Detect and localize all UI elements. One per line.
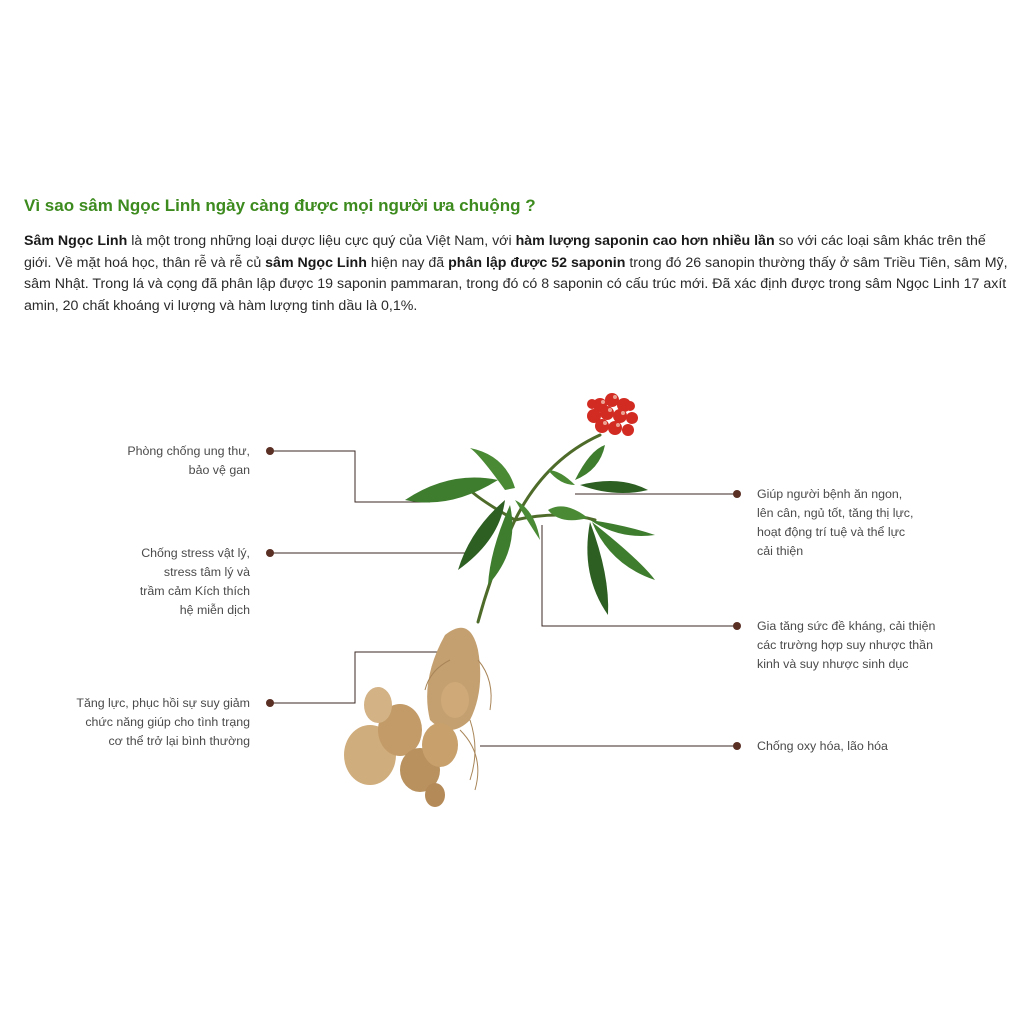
leaf (575, 445, 605, 480)
intro-bold-saponin-content: hàm lượng saponin cao hơn nhiều lần (515, 233, 775, 249)
benefit-label-strength (76, 694, 250, 751)
dot-stress (266, 549, 274, 557)
benefit-line: chức năng giúp cho tình trạng (85, 715, 250, 729)
intro-text-3: hiện nay đã (366, 254, 449, 271)
intro-bold-sam-ngoc-linh-2: sâm Ngọc Linh (265, 254, 367, 271)
leader-line-strength (271, 652, 440, 703)
benefit-line: Chống oxy hóa, lão hóa (757, 739, 888, 753)
leader-line-resistance (542, 525, 735, 626)
benefit-label-resistance (757, 617, 935, 674)
ginseng-root (344, 628, 491, 807)
dot-cancer (266, 447, 274, 455)
benefit-line: kinh và suy nhược sinh dục (757, 657, 909, 671)
benefit-line: các trường hợp suy nhược thần (757, 638, 933, 652)
benefit-label-antioxidant (757, 737, 888, 756)
leader-line-cancer (271, 451, 430, 502)
benefit-line: Gia tăng sức đề kháng, cải thiện (757, 619, 936, 633)
leader-lines (271, 451, 735, 746)
dot-resistance (733, 622, 741, 630)
ginseng-berries (587, 393, 638, 436)
benefit-line: Chống stress vật lý, (141, 546, 250, 560)
intro-text-4: trong đó 26 sanopin thường thấy ở sâm Triều Tiên, sâm Mỹ, sâm Nhật. Trong lá và cọng đã phân lập được 19 saponin pammaran, trong đó có 8 saponin có cấu trúc mới. Đã xác định được trong sâm Ngọc Linh 17 axít amin, 20 chất khoáng vi lượng và hàm lượng tinh dầu là 0,1%. (24, 254, 1008, 315)
benefit-line: Giúp người bệnh ăn ngon, (757, 487, 903, 501)
ginseng-leaves (405, 445, 655, 615)
benefit-line: cơ thể trở lại bình thường (108, 734, 250, 748)
benefit-label-stress (140, 544, 250, 620)
benefit-label-cancer (127, 442, 250, 480)
dot-appetite (733, 490, 741, 498)
intro-bold-52-saponin: phân lập được 52 saponin (448, 254, 626, 271)
intro-text-2: so với các loại sâm khác trên thế giới. Về mặt hoá học, thân rễ và rễ củ (24, 233, 986, 271)
benefit-line: bảo vệ gan (188, 463, 250, 477)
intro-bold-sam-ngoc-linh: Sâm Ngọc Linh (24, 233, 128, 249)
benefit-line: hoạt động trí tuệ và thể lực (757, 525, 906, 539)
article-heading: Vì sao sâm Ngọc Linh ngày càng được mọi người ưa chuộng ? (24, 196, 536, 215)
leaf (548, 470, 575, 485)
intro-text-1: là một trong những loại dược liệu cực quý của Việt Nam, với (127, 233, 516, 249)
dot-strength (266, 699, 274, 707)
benefit-line: stress tâm lý và (163, 565, 250, 579)
benefit-line: Phòng chống ung thư, (127, 444, 250, 458)
ginseng-benefits-figure (0, 360, 1024, 830)
benefit-line: cải thiện (757, 544, 804, 558)
intro-paragraph (24, 231, 1008, 318)
leaf (548, 506, 588, 520)
leader-dots (266, 447, 741, 750)
leaf (580, 481, 648, 493)
benefit-line: lên cân, ngủ tốt, tăng thị lực, (757, 506, 914, 520)
leaf (405, 478, 498, 503)
dot-antioxidant (733, 742, 741, 750)
benefit-line: hệ miễn dịch (179, 603, 250, 617)
benefit-label-appetite (757, 485, 913, 561)
benefit-line: Tăng lực, phục hồi sự suy giảm (76, 696, 250, 710)
benefit-line: trầm cảm Kích thích (139, 584, 250, 598)
